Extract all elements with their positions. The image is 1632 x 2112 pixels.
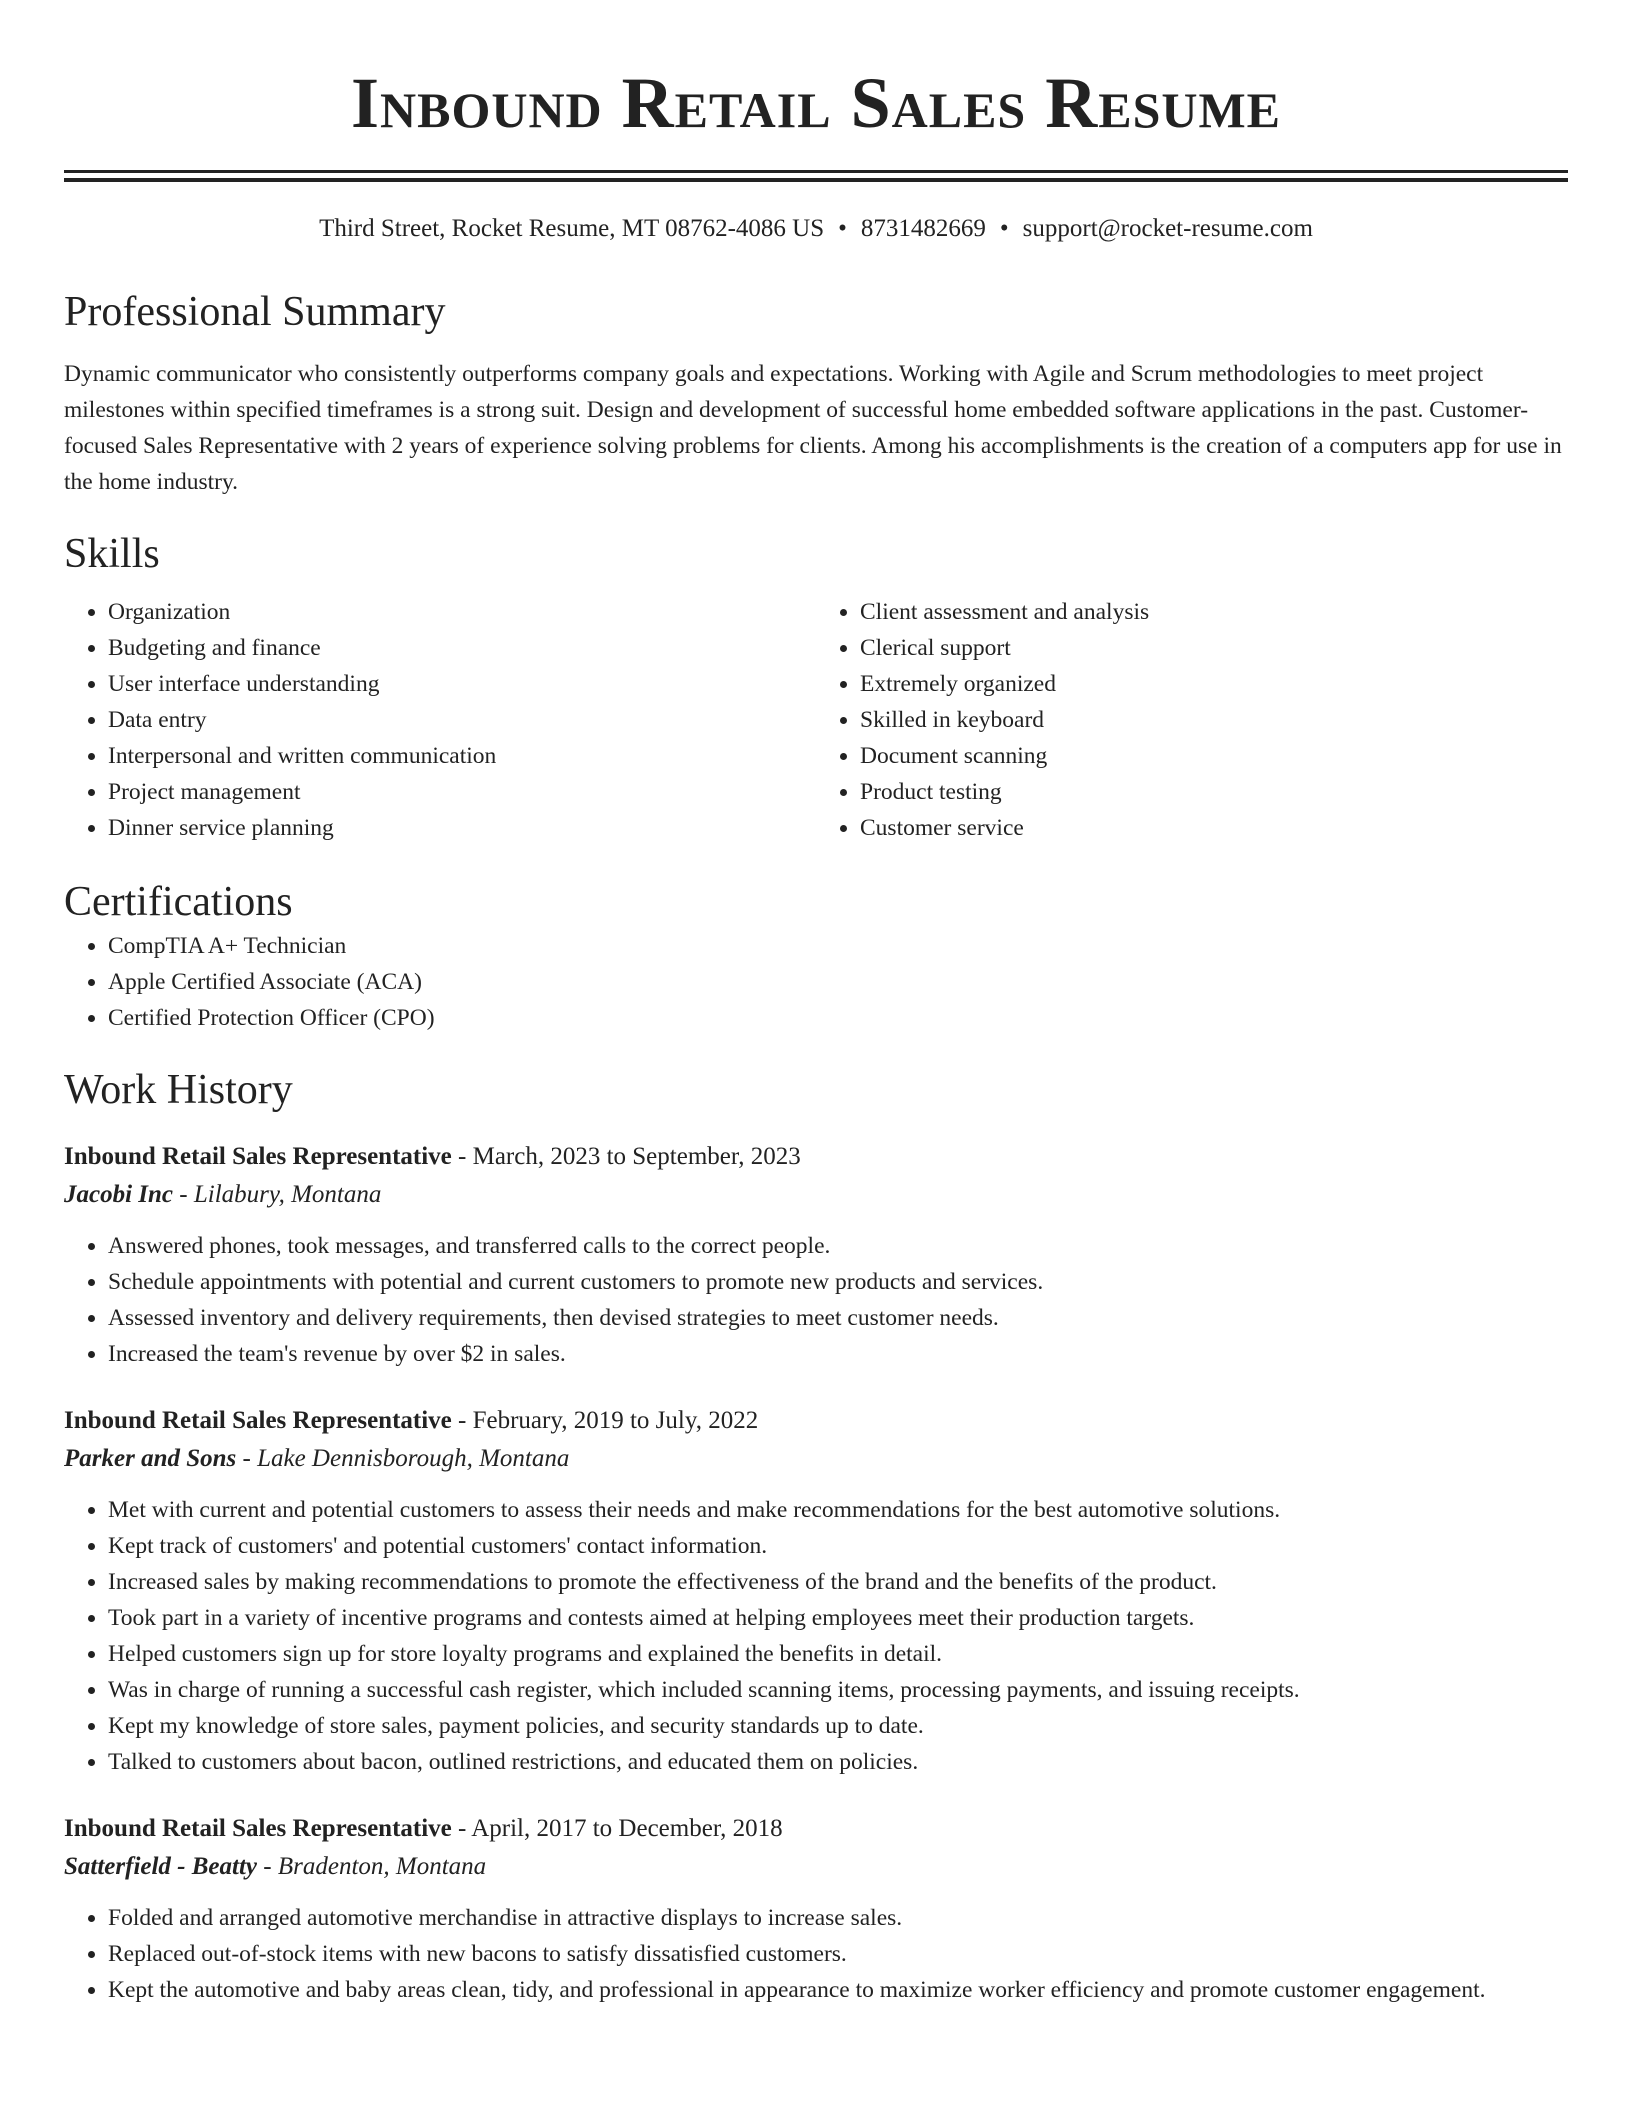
job-employer-line — [64, 1440, 1568, 1478]
title-rule-top — [64, 170, 1568, 173]
job-location: - Lilabury, Montana — [173, 1181, 382, 1208]
skill-item: • Budgeting and finance — [108, 630, 816, 666]
job-title-line — [64, 1810, 1568, 1848]
skills-heading: Skills — [64, 531, 160, 577]
job-employer-line — [64, 1176, 1568, 1214]
skills-list-left — [64, 594, 816, 846]
job-title-line — [64, 1402, 1568, 1440]
job-entry — [64, 1402, 1568, 1780]
summary-section — [64, 286, 1568, 500]
certifications-list — [64, 928, 1568, 1036]
job-company: Satterfield - Beatty — [64, 1853, 258, 1880]
job-duty: • Folded and arranged automotive merchandise in attractive displays to increase sales. — [108, 1900, 1568, 1936]
job-entry — [64, 1810, 1568, 2008]
job-duty: • Assessed inventory and delivery requirements, then devised strategies to meet customer needs. — [108, 1300, 1568, 1336]
job-role: Inbound Retail Sales Representative — [64, 1407, 452, 1434]
contact-separator: • — [838, 215, 847, 242]
skill-item: • Organization — [108, 594, 816, 630]
skill-item: • Product testing — [860, 774, 1568, 810]
contact-separator: • — [999, 215, 1009, 242]
page-title: Inbound Retail Sales Resume — [350, 63, 1282, 143]
job-duty: • Kept the automotive and baby areas clean, tidy, and professional in appearance to maximize worker efficiency and promote customer engagement. — [108, 1972, 1568, 2008]
job-duty: • Increased sales by making recommendations to promote the effectiveness of the brand and the benefits of the product. — [108, 1564, 1568, 1600]
skill-item: • Dinner service planning — [108, 810, 816, 846]
job-duties-list — [64, 1228, 1568, 1372]
skills-grid — [64, 594, 1568, 846]
contact-line — [64, 212, 1568, 246]
job-duty: • Met with current and potential customers to assess their needs and make recommendations for the best automotive solutions. — [108, 1492, 1568, 1528]
skill-item: • Project management — [108, 774, 816, 810]
skill-item: • Clerical support — [860, 630, 1568, 666]
job-company: Jacobi Inc — [64, 1181, 174, 1208]
skill-item: • Customer service — [860, 810, 1568, 846]
work-history-section — [64, 1064, 1568, 2008]
contact-address: Third Street, Rocket Resume, MT 08762-4086 US — [319, 215, 825, 242]
job-duty: • Took part in a variety of incentive programs and contests aimed at helping employees meet their production targets. — [108, 1600, 1568, 1636]
job-role: Inbound Retail Sales Representative — [64, 1143, 452, 1170]
job-duty: • Replaced out-of-stock items with new bacons to satisfy dissatisfied customers. — [108, 1936, 1568, 1972]
job-role: Inbound Retail Sales Representative — [64, 1815, 452, 1842]
job-duty: • Answered phones, took messages, and transferred calls to the correct people. — [108, 1228, 1568, 1264]
certification-item: • Apple Certified Associate (ACA) — [108, 964, 1568, 1000]
job-duty: • Helped customers sign up for store loyalty programs and explained the benefits in detail. — [108, 1636, 1568, 1672]
summary-heading: Professional Summary — [64, 289, 446, 335]
job-duties-list — [64, 1900, 1568, 2008]
contact-phone: 8731482669 — [860, 215, 986, 242]
job-company: Parker and Sons — [64, 1445, 237, 1472]
job-dates: - March, 2023 to September, 2023 — [451, 1143, 801, 1170]
job-employer-line — [64, 1848, 1568, 1886]
summary-text: Dynamic communicator who consistently outperforms company goals and expectations. Working with Agile and Scrum methodologies to meet project milestones within specified timeframes is a strong suit. Design and development of successful home embedded software applications in the past. Customer-focused Sales Representative with 2 years of experience solving problems for clients. Among his accomplishments is the creation of a computers app for use in the home industry. — [64, 361, 1562, 495]
job-dates: - February, 2019 to July, 2022 — [451, 1407, 759, 1434]
contact-email: support@rocket-resume.com — [1022, 215, 1313, 242]
skill-item: • Document scanning — [860, 738, 1568, 774]
skill-item: • Data entry — [108, 702, 816, 738]
skill-item: • Extremely organized — [860, 666, 1568, 702]
job-duty: • Was in charge of running a successful cash register, which included scanning items, processing payments, and issuing receipts. — [108, 1672, 1568, 1708]
skills-section — [64, 528, 1568, 846]
job-duty: • Increased the team's revenue by over $2 in sales. — [108, 1336, 1568, 1372]
certification-item: • Certified Protection Officer (CPO) — [108, 1000, 1568, 1036]
job-duty: • Schedule appointments with potential and current customers to promote new products and services. — [108, 1264, 1568, 1300]
skill-item: • User interface understanding — [108, 666, 816, 702]
job-dates: - April, 2017 to December, 2018 — [451, 1815, 783, 1842]
job-duty: • Kept my knowledge of store sales, payment policies, and security standards up to date. — [108, 1708, 1568, 1744]
skill-item: • Client assessment and analysis — [860, 594, 1568, 630]
job-location: - Lake Dennisborough, Montana — [236, 1445, 570, 1472]
certification-item: • CompTIA A+ Technician — [108, 928, 1568, 964]
skill-item: • Skilled in keyboard — [860, 702, 1568, 738]
certifications-section — [64, 876, 1568, 1036]
job-duty: • Talked to customers about bacon, outlined restrictions, and educated them on policies. — [108, 1744, 1568, 1780]
title-rule-bottom — [64, 178, 1568, 182]
skill-item: • Interpersonal and written communication — [108, 738, 816, 774]
certifications-heading: Certifications — [64, 879, 293, 925]
skills-list-right — [816, 594, 1568, 846]
job-entry — [64, 1138, 1568, 1372]
job-duties-list — [64, 1492, 1568, 1780]
work-history-heading: Work History — [64, 1067, 293, 1113]
job-title-line — [64, 1138, 1568, 1176]
job-duty: • Kept track of customers' and potential customers' contact information. — [108, 1528, 1568, 1564]
job-location: - Bradenton, Montana — [257, 1853, 487, 1880]
